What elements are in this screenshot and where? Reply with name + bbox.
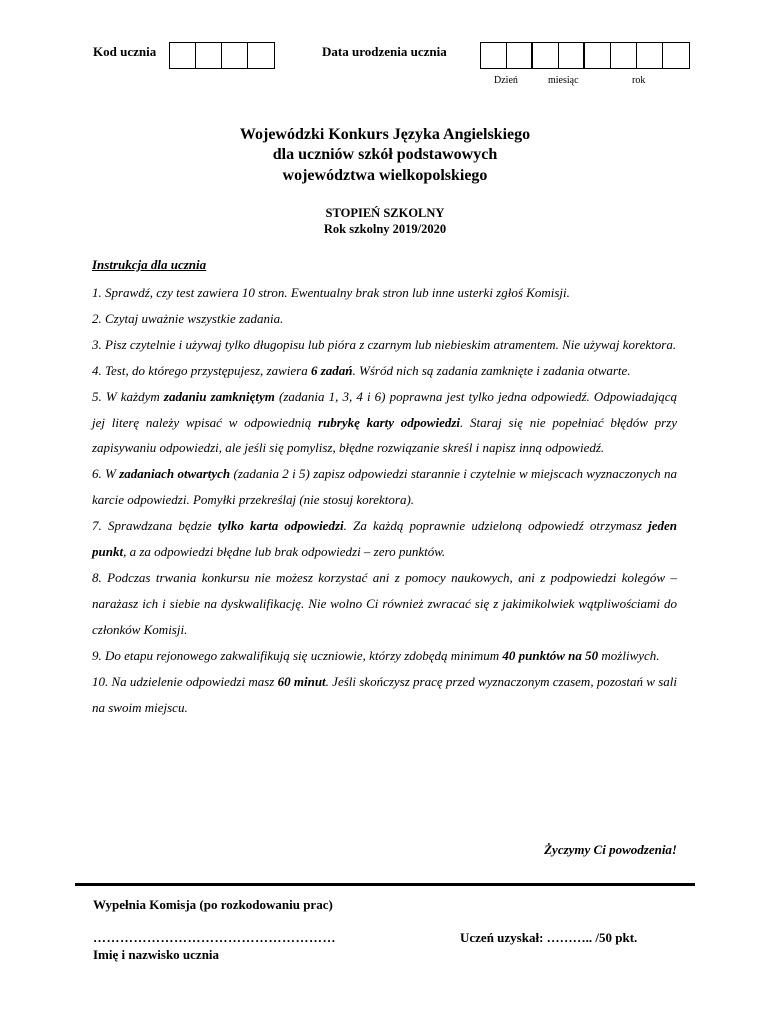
stage-name: STOPIEŃ SZKOLNY (325, 206, 445, 220)
student-name-label: Imię i nazwisko ucznia (93, 947, 220, 962)
student-code-box[interactable] (196, 43, 222, 68)
instruction-6-text: 6. W (92, 466, 120, 482)
score-field[interactable]: Uczeń uzyskał: ……….. /50 pkt. (460, 930, 638, 945)
dob-year-label: rok (632, 75, 646, 86)
student-code-box[interactable] (222, 43, 248, 68)
instruction-4-emphasis: 6 zadań (310, 362, 353, 378)
contest-title-line2: dla uczniów szkół podstawowych (272, 146, 498, 163)
dob-label: Data urodzenia ucznia (322, 44, 447, 59)
student-name-field[interactable]: ……………………………………………… (93, 930, 336, 945)
dob-year-box[interactable] (611, 43, 637, 68)
instruction-10 (92, 669, 677, 721)
instruction-7-emphasis: jeden punkt (92, 518, 678, 560)
instruction-9-emphasis: 40 punktów na 50 (502, 647, 599, 663)
dob-year-box[interactable] (663, 43, 689, 68)
school-year: Rok szkolny 2019/2020 (323, 222, 447, 236)
instructions-heading: Instrukcja dla ucznia (92, 257, 207, 272)
instruction-1: 1. Sprawdź, czy test zawiera 10 stron. Ewentualny brak stron lub inne usterki zgłoś Komisji. (92, 285, 570, 300)
dob-month-label: miesiąc (548, 75, 579, 86)
instruction-10-text: 10. Na udzielenie odpowiedzi masz (92, 673, 278, 689)
section-divider (75, 883, 695, 886)
dob-month-box[interactable] (533, 43, 559, 68)
instruction-5-text: . Staraj się nie popełniać błędów przy zapisywaniu odpowiedzi, ale jeśli się pomylisz, błędne rozwiązanie skreśl i napisz inną odpowiedź. (92, 414, 677, 456)
instruction-9 (92, 643, 677, 669)
dob-day-box[interactable] (481, 43, 507, 68)
instruction-10-text: . Jeśli skończysz pracę przed wyznaczonym czasem, pozostań w sali na swoim miejscu. (92, 673, 678, 715)
instruction-7 (92, 513, 677, 565)
instruction-7-text: . Za każdą poprawnie udzieloną odpowiedź otrzymasz (343, 518, 649, 534)
instruction-7-emphasis: tylko karta odpowiedzi (217, 518, 344, 534)
instructions-list (92, 280, 677, 720)
instruction-8: 8. Podczas trwania konkursu nie możesz korzystać ani z pomocy naukowych, ani z podpowiedzi kolegów – narażasz ich i siebie na dyskwalifikację. Nie wolno Ci również zwracać się z jakimikolwiek wątpliwościami do członków Komisji. (92, 569, 677, 637)
dob-day-box[interactable] (507, 43, 533, 68)
instruction-9-text: możliwych. (598, 647, 660, 663)
instruction-5-emphasis: zadaniu zamkniętym (163, 388, 275, 404)
dob-year-box[interactable] (637, 43, 663, 68)
instruction-5-text: 5. W każdym (92, 388, 164, 404)
dob-year-box[interactable] (585, 43, 611, 68)
contest-title-line3: województwa wielkopolskiego (282, 167, 488, 184)
student-code-boxes[interactable] (169, 42, 275, 69)
instruction-4 (92, 358, 677, 384)
student-code-box[interactable] (170, 43, 196, 68)
dob-day-label: Dzień (494, 75, 518, 86)
instruction-5-emphasis: rubrykę karty odpowiedzi (318, 414, 461, 430)
instruction-6-text: (zadania 2 i 5) zapisz odpowiedzi starannie i czytelnie w miejscach wyznaczonych na karcie odpowiedzi. Pomyłki przekreślaj (nie stosuj korektora). (92, 466, 677, 508)
instruction-5 (92, 384, 677, 462)
instruction-6 (92, 461, 677, 513)
instruction-7-text: , a za odpowiedzi błędne lub brak odpowiedzi – zero punktów. (123, 544, 446, 560)
instruction-10-emphasis: 60 minut (277, 673, 326, 689)
instruction-6-emphasis: zadaniach otwartych (119, 466, 231, 482)
instruction-4-text: 4. Test, do którego przystępujesz, zawiera (92, 362, 311, 378)
instruction-9-text: 9. Do etapu rejonowego zakwalifikują się uczniowie, którzy zdobędą minimum (92, 647, 503, 663)
dob-month-box[interactable] (559, 43, 585, 68)
instruction-5-text: (zadania 1, 3, 4 i 6) poprawna jest tylko jedna odpowiedź. Odpowiadającą jej literę należy wpisać w odpowiednią (92, 388, 677, 430)
instruction-7-text: 7. Sprawdzana będzie (92, 518, 218, 534)
instruction-3: 3. Pisz czytelnie i używaj tylko długopisu lub pióra z czarnym lub niebieskim atramentem. Nie używaj korektora. (92, 336, 677, 352)
dob-boxes[interactable] (480, 42, 690, 69)
contest-title-line1: Wojewódzki Konkurs Języka Angielskiego (239, 126, 531, 143)
instruction-2: 2. Czytaj uważnie wszystkie zadania. (92, 310, 284, 326)
committee-note: Wypełnia Komisja (po rozkodowaniu prac) (93, 897, 333, 912)
good-luck-message: Życzymy Ci powodzenia! (544, 842, 677, 857)
student-code-box[interactable] (248, 43, 274, 68)
student-code-label: Kod ucznia (93, 44, 157, 59)
instruction-4-text: . Wśród nich są zadania zamknięte i zadania otwarte. (352, 362, 631, 378)
